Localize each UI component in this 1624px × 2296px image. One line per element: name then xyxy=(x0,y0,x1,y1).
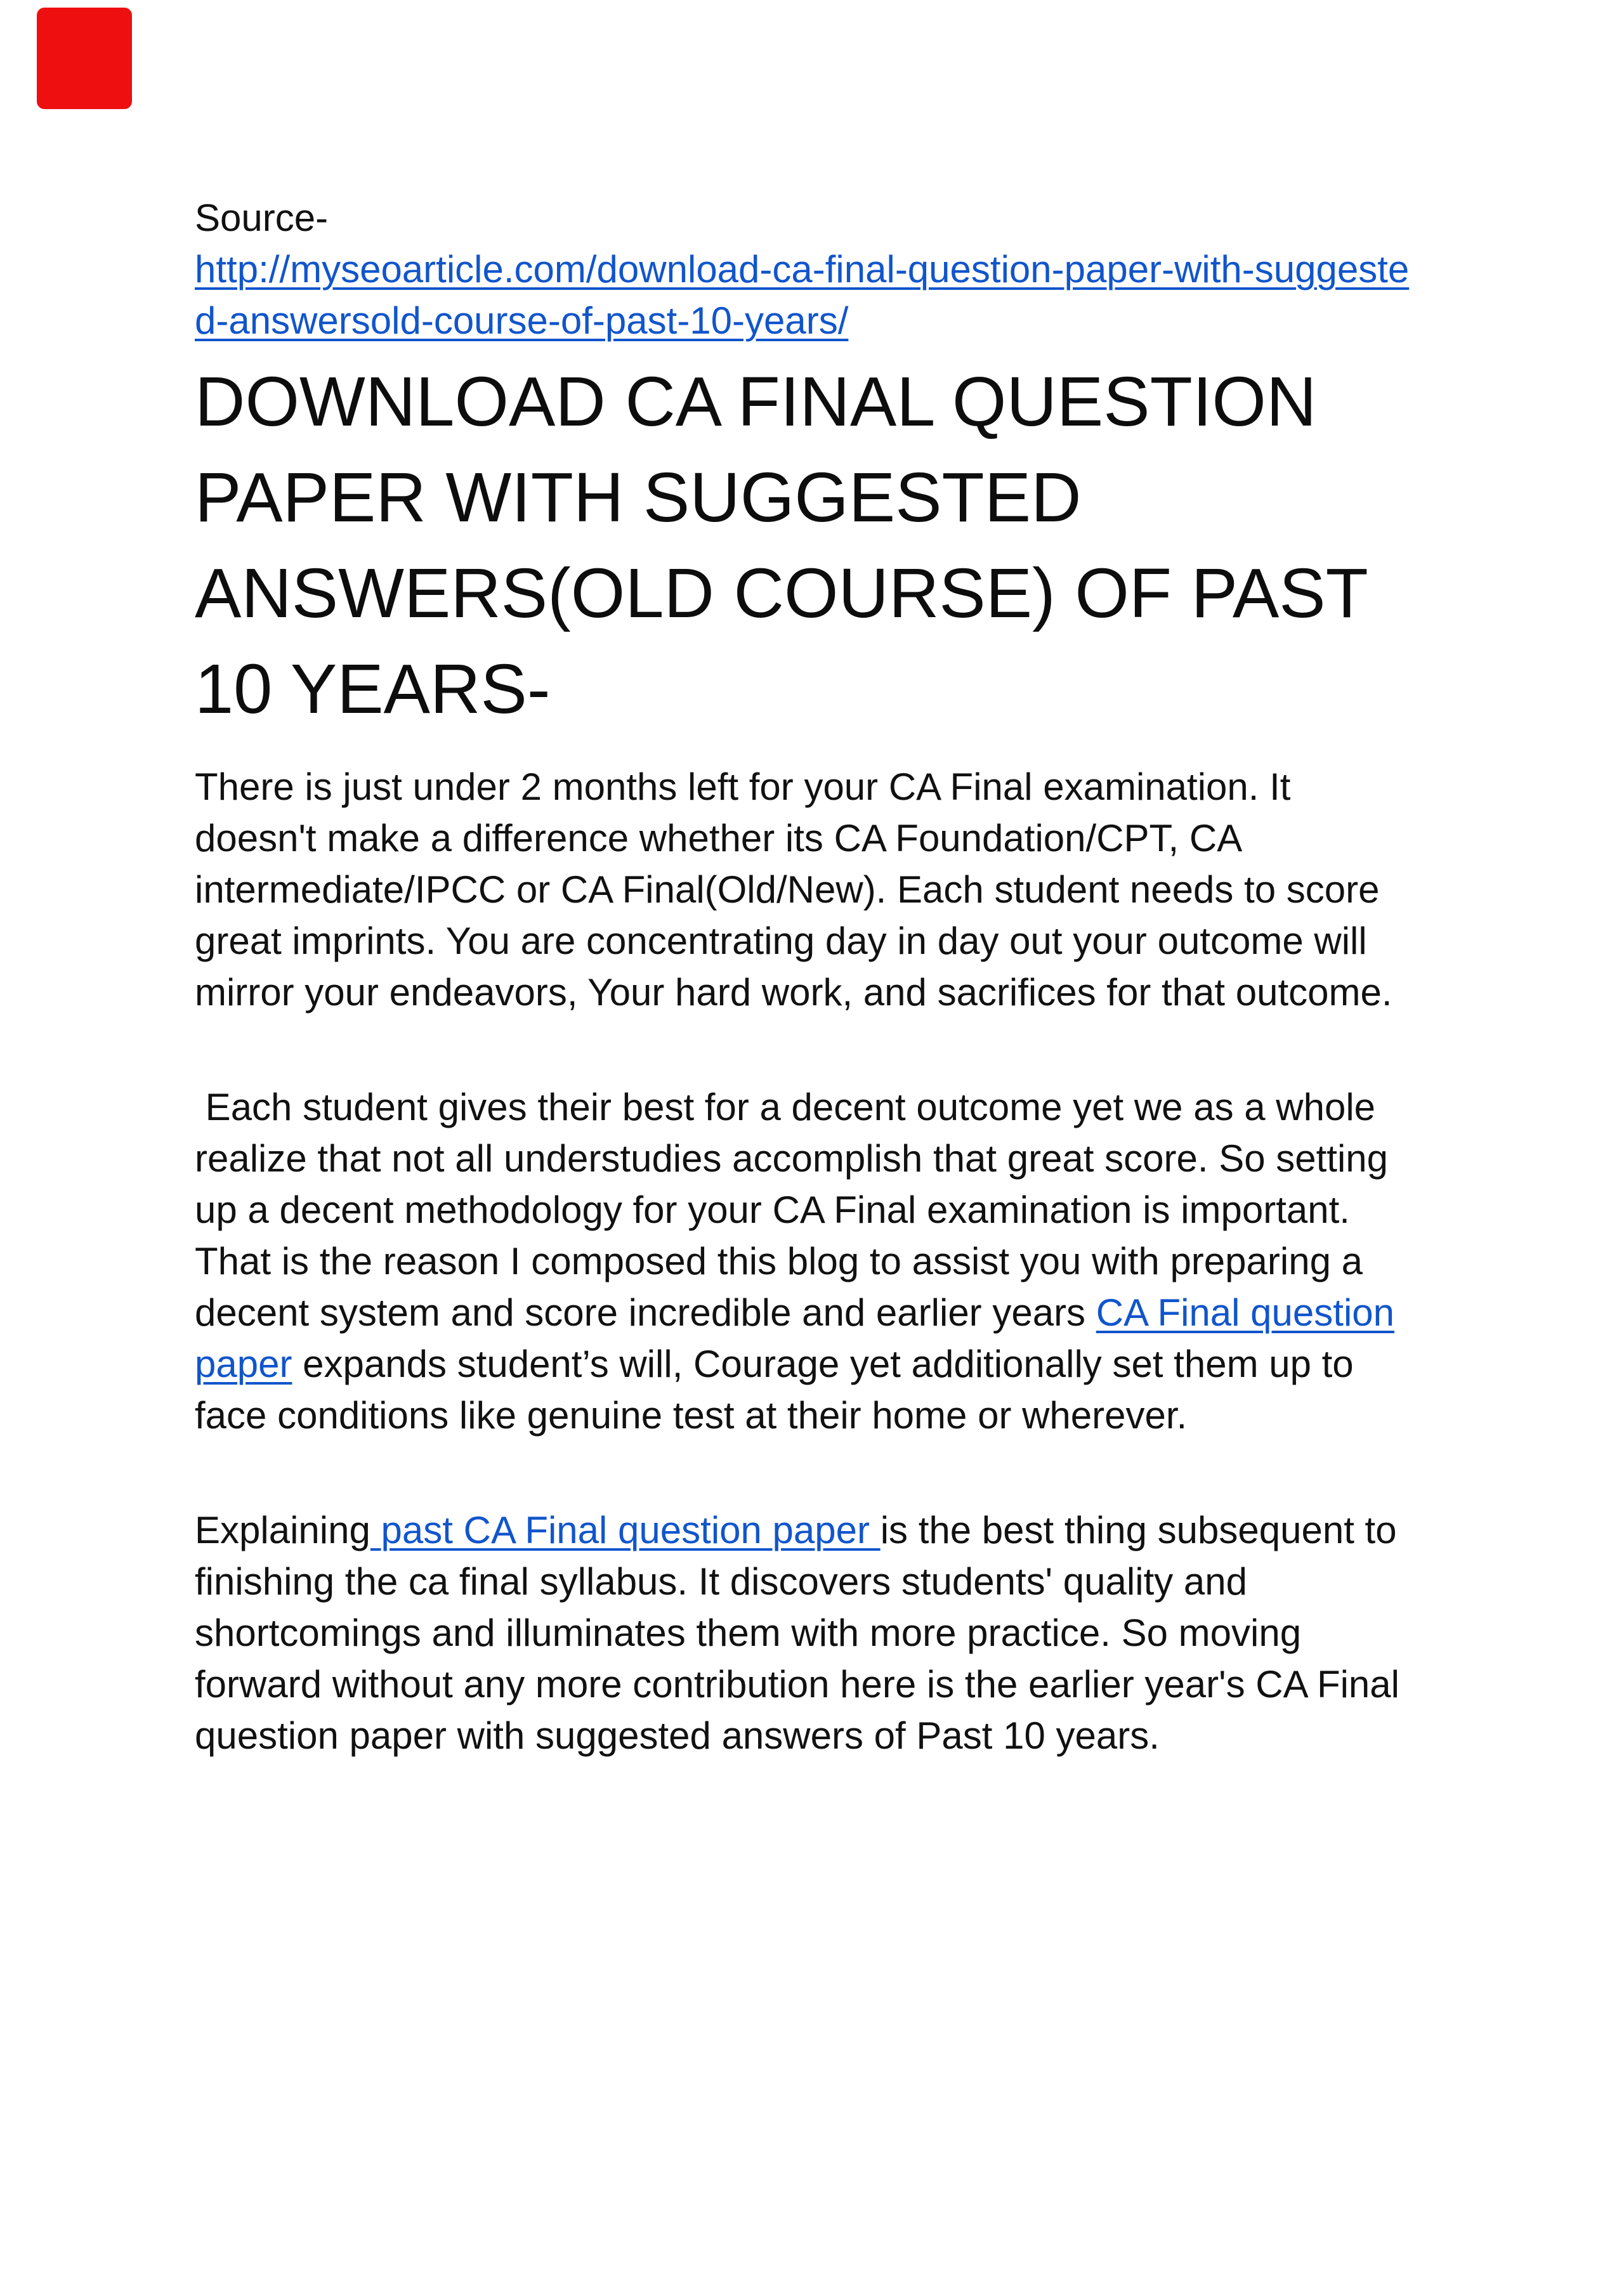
red-marker xyxy=(37,8,132,109)
paragraph-text: shortcomings and illuminates them with more practice. So moving xyxy=(195,1612,1302,1654)
inline-link[interactable]: past CA Final question paper xyxy=(370,1509,881,1551)
inline-link[interactable]: paper xyxy=(195,1343,292,1385)
paragraph-text: expands student’s will, Courage yet additionally set them up to xyxy=(292,1343,1354,1385)
paragraph-text: face conditions like genuine test at their home or wherever. xyxy=(195,1394,1188,1437)
paragraph xyxy=(195,1504,1438,1761)
document-content xyxy=(195,192,1438,1825)
paragraph-text: doesn't make a difference whether its CA Foundation/CPT, CA xyxy=(195,817,1243,859)
paragraphs-container xyxy=(195,761,1438,1761)
inline-link[interactable]: CA Final question xyxy=(1096,1291,1395,1334)
paragraph xyxy=(195,761,1438,1018)
paragraph-text: That is the reason I composed this blog to assist you with preparing a xyxy=(195,1240,1363,1282)
paragraph-text: up a decent methodology for your CA Final examination is important. xyxy=(195,1189,1350,1231)
paragraph-text: mirror your endeavors, Your hard work, and sacrifices for that outcome. xyxy=(195,971,1392,1014)
paragraph-text: question paper with suggested answers of Past 10 years. xyxy=(195,1714,1160,1757)
paragraph-text: forward without any more contribution here is the earlier year's CA Final xyxy=(195,1663,1399,1706)
paragraph xyxy=(195,1081,1438,1441)
source-url-link[interactable]: http://myseoarticle.com/download-ca-final-question-paper-with-suggeste d-answersold-course-of-past-10-years/ xyxy=(195,248,1410,342)
source-block xyxy=(195,192,1438,346)
paragraph-text: finishing the ca final syllabus. It discovers students' quality and xyxy=(195,1560,1248,1603)
paragraph-text: decent system and score incredible and earlier years xyxy=(195,1291,1096,1334)
page-title: DOWNLOAD CA FINAL QUESTION PAPER WITH SUGGESTED ANSWERS(OLD COURSE) OF PAST 10 YEARS- xyxy=(195,363,1368,728)
paragraph-text: great imprints. You are concentrating day in day out your outcome will xyxy=(195,920,1367,962)
paragraph-text: Explaining xyxy=(195,1509,370,1551)
paragraph-text: intermediate/IPCC or CA Final(Old/New). Each student needs to score xyxy=(195,868,1380,911)
paragraph-text: realize that not all understudies accomplish that great score. So setting xyxy=(195,1137,1389,1180)
paragraph-text: Each student gives their best for a decent outcome yet we as a whole xyxy=(195,1086,1376,1128)
paragraph-text: There is just under 2 months left for your CA Final examination. It xyxy=(195,766,1291,808)
paragraph-text: is the best thing subsequent to xyxy=(880,1509,1397,1551)
source-label: Source- xyxy=(195,197,329,239)
